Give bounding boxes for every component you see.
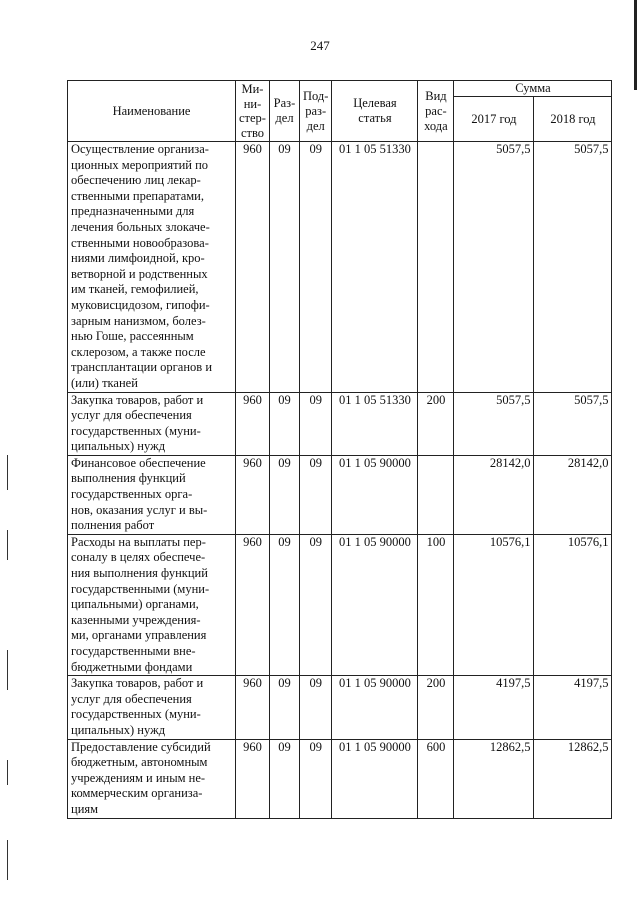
cell-name: Закупка товаров, работ и услуг для обеспечения государственных (муни- ципальных) нужд — [68, 676, 236, 739]
cell-section: 09 — [269, 455, 299, 534]
cell-ministry: 960 — [236, 455, 270, 534]
scan-margin-mark — [7, 840, 8, 880]
cell-section: 09 — [269, 392, 299, 455]
cell-name: Предоставление субсидий бюджетным, автономным учреждениям и иным не- коммерческим организа- циям — [68, 739, 236, 818]
cell-expense-type: 200 — [418, 392, 454, 455]
cell-name: Расходы на выплаты пер- соналу в целях обеспече- ния выполнения функций государственными (муни- ципальными) органами, казенными учреждения- ми, органами управления государственными вне- бюджетными фондами — [68, 534, 236, 675]
scan-margin-mark — [7, 455, 8, 490]
cell-sum-2017: 12862,5 — [454, 739, 534, 818]
cell-name: Финансовое обеспечение выполнения функций государственных орга- нов, оказания услуг и вы- полнения работ — [68, 455, 236, 534]
table-row — [68, 455, 612, 534]
cell-section: 09 — [269, 534, 299, 675]
cell-subsection: 09 — [299, 534, 331, 675]
cell-target-article: 01 1 05 90000 — [332, 739, 418, 818]
cell-section: 09 — [269, 676, 299, 739]
table-row — [68, 392, 612, 455]
cell-subsection: 09 — [299, 455, 331, 534]
cell-ministry: 960 — [236, 534, 270, 675]
cell-sum-2018: 4197,5 — [534, 676, 612, 739]
cell-target-article: 01 1 05 51330 — [332, 392, 418, 455]
scan-margin-mark — [7, 650, 8, 690]
cell-ministry: 960 — [236, 676, 270, 739]
cell-expense-type: 600 — [418, 739, 454, 818]
cell-target-article: 01 1 05 51330 — [332, 142, 418, 393]
cell-section: 09 — [269, 142, 299, 393]
cell-subsection: 09 — [299, 392, 331, 455]
table-row — [68, 534, 612, 675]
page-number: 247 — [310, 38, 330, 53]
header-expense-type: Вид рас- хода — [418, 81, 454, 142]
header-year-2018: 2018 год — [534, 97, 612, 142]
header-name: Наименование — [68, 81, 236, 142]
cell-ministry: 960 — [236, 739, 270, 818]
cell-sum-2018: 5057,5 — [534, 392, 612, 455]
cell-sum-2017: 28142,0 — [454, 455, 534, 534]
cell-expense-type — [418, 142, 454, 393]
table-row — [68, 142, 612, 393]
cell-name: Закупка товаров, работ и услуг для обеспечения государственных (муни- ципальных) нужд — [68, 392, 236, 455]
cell-sum-2018: 10576,1 — [534, 534, 612, 675]
header-year-2017: 2017 год — [454, 97, 534, 142]
header-section: Раз- дел — [269, 81, 299, 142]
cell-target-article: 01 1 05 90000 — [332, 455, 418, 534]
header-target-article: Целевая статья — [332, 81, 418, 142]
header-ministry: Ми- ни- стер- ство — [236, 81, 270, 142]
cell-section: 09 — [269, 739, 299, 818]
cell-target-article: 01 1 05 90000 — [332, 534, 418, 675]
cell-ministry: 960 — [236, 392, 270, 455]
cell-subsection: 09 — [299, 739, 331, 818]
header-subsection: Под- раз- дел — [299, 81, 331, 142]
cell-sum-2018: 28142,0 — [534, 455, 612, 534]
cell-expense-type: 200 — [418, 676, 454, 739]
cell-sum-2017: 5057,5 — [454, 142, 534, 393]
cell-expense-type — [418, 455, 454, 534]
table-row — [68, 676, 612, 739]
cell-ministry: 960 — [236, 142, 270, 393]
cell-sum-2017: 5057,5 — [454, 392, 534, 455]
cell-name: Осуществление организа- ционных мероприятий по обеспечению лиц лекар- ственными препаратами, предназначенными для лечения больных злокаче- ственными новообразова- ниями лимфоидной, кро- ветворной и родственных им тканей, гемофилией, муковисцидозом, гипофи- зарным нанизмом, болез- нью Гоше, рассеянным склерозом, а также после трансплантации органов и (или) тканей — [68, 142, 236, 393]
scan-margin-mark — [7, 530, 8, 560]
cell-sum-2017: 4197,5 — [454, 676, 534, 739]
cell-sum-2017: 10576,1 — [454, 534, 534, 675]
header-sum: Сумма — [454, 81, 612, 97]
cell-sum-2018: 5057,5 — [534, 142, 612, 393]
cell-sum-2018: 12862,5 — [534, 739, 612, 818]
table-row — [68, 739, 612, 818]
scan-margin-mark — [7, 760, 8, 785]
cell-subsection: 09 — [299, 142, 331, 393]
table-body — [68, 142, 612, 819]
header-row — [68, 81, 612, 97]
cell-subsection: 09 — [299, 676, 331, 739]
budget-table — [67, 80, 612, 819]
cell-target-article: 01 1 05 90000 — [332, 676, 418, 739]
cell-expense-type: 100 — [418, 534, 454, 675]
